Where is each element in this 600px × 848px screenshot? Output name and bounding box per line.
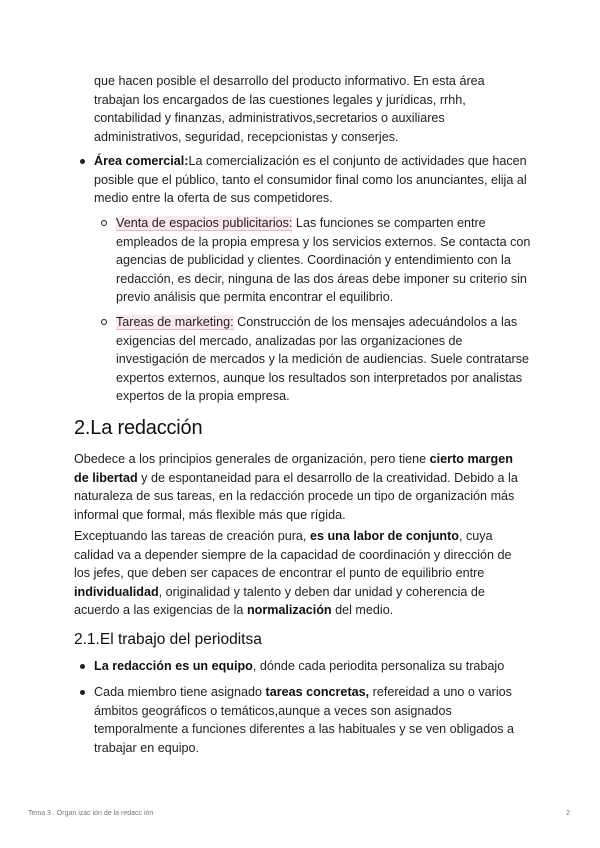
text-line: administrativos, seguridad, recepcionistas y conserjes. [94, 129, 399, 144]
item-text: La comercialización es el conjunto de actividades que hacen posible que el público, tanto el consumidor final como los anunciantes, elija al medio entre la oferta de sus competidores. [94, 154, 527, 206]
text-line: que hacen posible el desarrollo del producto informativo. En esta área [94, 74, 485, 88]
text-run: Exceptuando las tareas de creación pura, [74, 529, 310, 543]
highlighted-term: Tareas de marketing: [116, 315, 234, 329]
list-item-marketing [98, 313, 532, 406]
bold-text: tareas concretas, [265, 685, 370, 699]
text-line: contabilidad y finanzas, administrativos,secretarios o auxiliares [94, 111, 445, 126]
continued-paragraph [94, 72, 534, 146]
text-run: , cuya calidad va a depender siempre de la capacidad de coordinación y dirección de los jefes, que deben ser capaces de encontrar el punto de equilibrio entre [74, 529, 512, 581]
item-text: Construcción de los mensajes adecuándolos a las exigencias del mercado, analizadas por las organizaciones de investigación de mercados y la medición de audiencias. Suele contratarse expertos externos, aunque los resultados son interpretados por analistas expertos de la propia empresa. [116, 315, 530, 404]
bold-text: cierto margen de libertad [74, 452, 513, 485]
highlighted-term: Venta de espacios publicitarios: [116, 216, 293, 230]
text-line: trabajan los encargados de las cuestiones legales y jurídicas, rrhh, [94, 92, 466, 107]
sub-list [98, 214, 532, 307]
item-text: , dónde cada periodita personaliza su trabajo [252, 659, 505, 673]
bullet-list [74, 657, 534, 676]
list-item [74, 683, 534, 757]
list-item [74, 657, 534, 676]
bold-text: es una labor de conjunto [309, 529, 459, 543]
text-run: del medio. [331, 603, 394, 618]
sub-list [98, 313, 532, 406]
paragraph [74, 450, 528, 524]
list-item-venta [98, 214, 532, 307]
footer-title: Tema 3 . Organ izac ión de la redacc ión [28, 810, 154, 817]
text-run: , originalidad y talento y deben dar unidad y coherencia de acuerdo a las exigencias de la [74, 584, 485, 618]
text-run: y de espontaneidad para el desarrollo de la creatividad. Debido a la naturaleza de sus tareas, en la redacción procede un tipo de organización más informal que formal, más flexible más que rígida. [74, 470, 518, 522]
paragraph [74, 527, 528, 620]
bold-text: normalización [246, 603, 332, 618]
text-run: Cada miembro tiene asignado [94, 685, 266, 699]
item-title: Área comercial: [94, 154, 189, 168]
item-text: refereidad a uno o varios ámbitos geográficos o temáticos,aunque a veces son asignados temporalmente a funciones diferentes a las habituales y se ven obligados a trabajar en equipo. [94, 685, 515, 755]
item-text: Las funciones se comparten entre empleados de la propia empresa y los servicios externos. Se contacta con agencias de publicidad y clientes. Coordinación y entendimiento con la redacción, es decir, ninguna de las dos áreas debe imponer su criterio sin previo análisis que permita encontrar el equilibrio. [116, 216, 531, 305]
bold-text: individualidad [74, 584, 159, 599]
list-item-area-comercial [74, 152, 534, 208]
bold-text: La redacción es un equipo [94, 659, 253, 673]
section-heading: 2.La redacción [74, 417, 203, 439]
page-number: 2 [566, 810, 570, 817]
text-run: Obedece a los principios generales de organización, pero tiene [74, 452, 430, 466]
subsection-heading: 2.1.El trabajo del perioditsa [74, 631, 262, 648]
bullet-list [74, 683, 534, 757]
bullet-list [74, 152, 534, 208]
